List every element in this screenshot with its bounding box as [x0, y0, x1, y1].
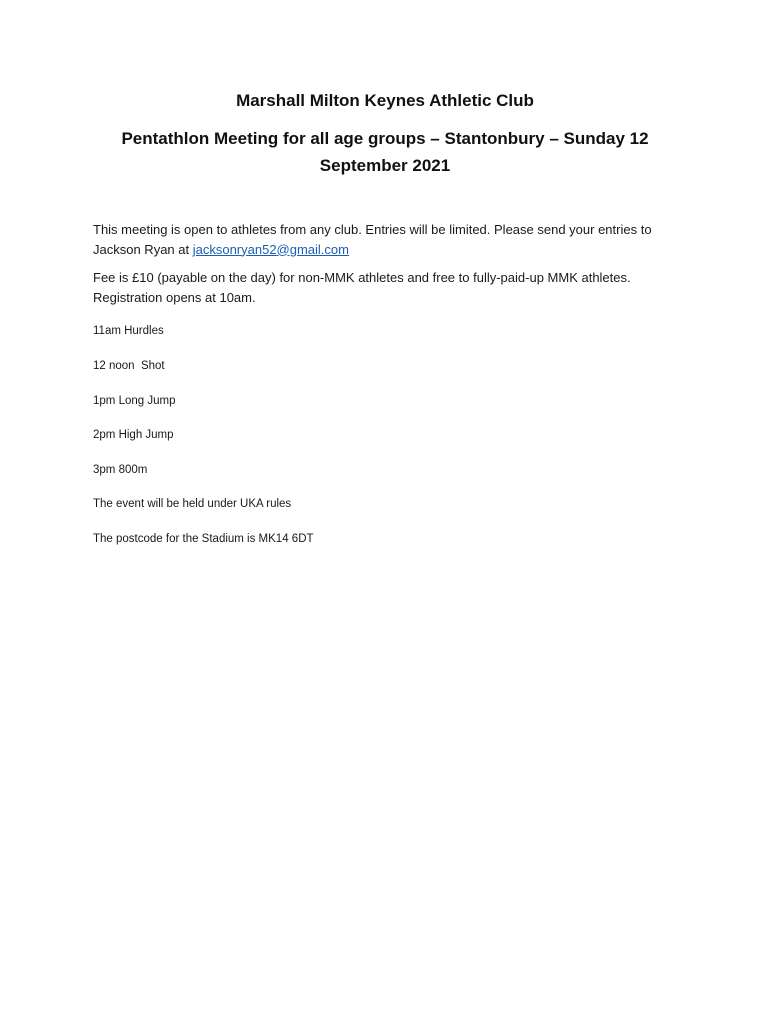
- rules-note: The event will be held under UKA rules: [93, 498, 292, 510]
- schedule-item-long-jump: 1pm Long Jump: [93, 395, 176, 407]
- intro-paragraph: [93, 220, 673, 259]
- club-title: Marshall Milton Keynes Athletic Club: [236, 91, 534, 110]
- intro-text: This meeting is open to athletes from any club. Entries will be limited. Please send your entries to Jackson Ryan at: [93, 222, 652, 257]
- schedule-item-800m: 3pm 800m: [93, 464, 148, 476]
- schedule-item-high-jump: 2pm High Jump: [93, 429, 174, 441]
- fee-paragraph: Fee is £10 (payable on the day) for non-MMK athletes and free to fully-paid-up MMK athletes. Registration opens at 10am.: [93, 270, 631, 305]
- schedule-item-shot: 12 noon Shot: [93, 360, 165, 372]
- contact-email-link[interactable]: jacksonryan52@gmail.com: [192, 241, 349, 257]
- schedule-item-hurdles: 11am Hurdles: [93, 325, 164, 337]
- meeting-title: Pentathlon Meeting for all age groups – Stantonbury – Sunday 12 September 2021: [121, 129, 649, 175]
- postcode-note: The postcode for the Stadium is MK14 6DT: [93, 533, 314, 545]
